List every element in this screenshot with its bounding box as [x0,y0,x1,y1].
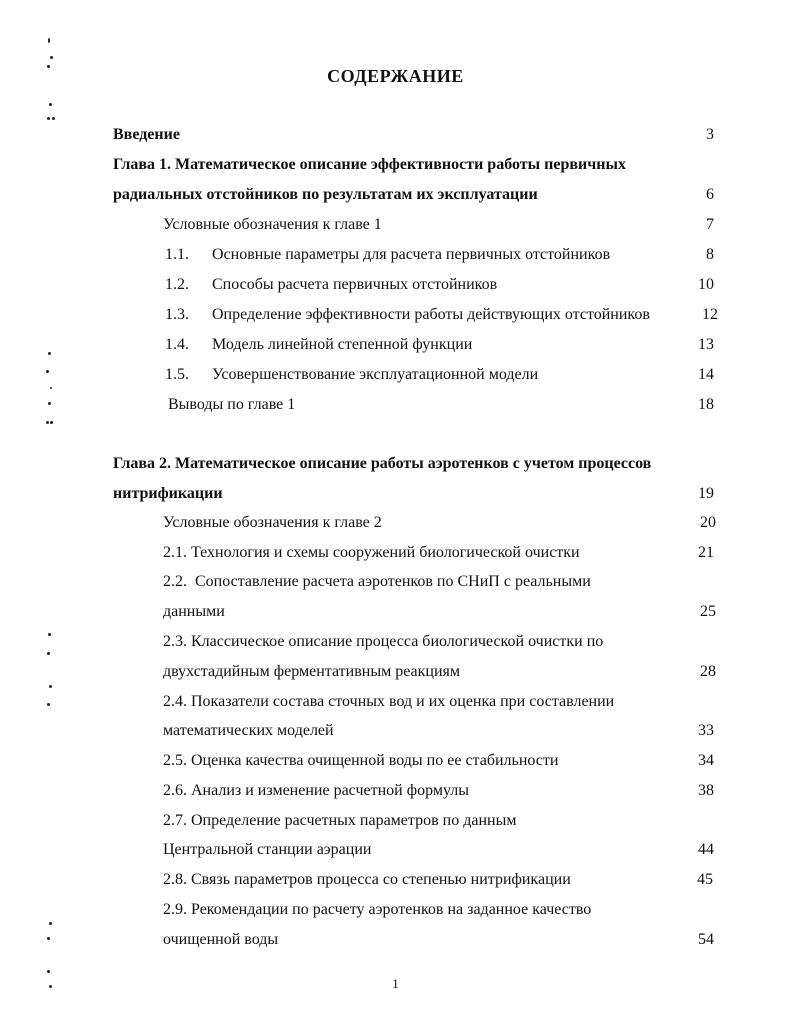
section-number: 1.2. [165,276,189,293]
toc-page-2-9: 54 [698,931,714,948]
toc-entry-notation-1: Условные обозначения к главе 1 [163,216,382,233]
toc-entry-2-9-line-2: очищенной воды [163,931,279,948]
toc-page-intro: 3 [706,126,714,143]
toc-page-2-5: 34 [698,752,714,769]
page-title: СОДЕРЖАНИЕ [327,66,464,86]
toc-page-2-2: 25 [700,603,716,620]
toc-page-notation-2: 20 [700,514,716,531]
toc-page-1-2: 10 [698,276,714,293]
section-number: 1.5. [165,366,189,383]
page-number: 1 [392,976,399,991]
toc-page-2-3: 28 [700,663,716,680]
toc-chapter-1-line-2: радиальных отстойников по результатам их эксплуатации [113,186,538,203]
toc-entry-2-3-line-2: двухстадийным ферментативным реакциям [163,663,460,680]
section-number: 1.1. [165,246,189,263]
section-title: Усовершенствование эксплуатационной модели [212,366,539,383]
toc-page-2-8: 45 [697,871,713,888]
section-number: 1.4. [165,336,189,353]
toc-entry-2-5: 2.5. Оценка качества очищенной воды по ее стабильности [163,752,559,769]
toc-page-1-1: 8 [706,246,714,263]
toc-page-1-3: 12 [702,306,718,323]
toc-entry-2-6: 2.6. Анализ и изменение расчетной формулы [163,782,469,799]
toc-entry-conclusions-1: Выводы по главе 1 [168,396,296,413]
toc-entry-2-8: 2.8. Связь параметров процесса со степенью нитрификации [163,871,571,888]
toc-page-chapter-2: 19 [698,485,714,502]
toc-entry-1-2 [165,276,497,294]
toc-entry-2-3-line-1: 2.3. Классическое описание процесса биологической очистки по [163,633,604,650]
toc-page-conclusions-1: 18 [698,396,714,413]
toc-entry-notation-2: Условные обозначения к главе 2 [163,514,382,531]
toc-page-2-1: 21 [698,544,714,561]
toc-chapter-2-line-2: нитрификации [113,485,223,502]
toc-page-notation-1: 7 [706,216,714,233]
toc-page-2-7: 44 [698,841,714,858]
toc-entry-2-7-line-1: 2.7. Определение расчетных параметров по данным [163,812,517,829]
toc-page-1-5: 14 [698,366,714,383]
toc-entry-1-1 [165,246,610,264]
toc-page-1-4: 13 [698,336,714,353]
section-number: 1.3. [165,306,189,323]
toc-entry-1-4 [165,336,472,354]
toc-entry-2-1: 2.1. Технология и схемы сооружений биологической очистки [163,544,580,561]
toc-page-2-4: 33 [698,722,714,739]
toc-entry-1-5 [165,366,538,384]
section-title: Основные параметры для расчета первичных отстойников [212,246,611,263]
toc-entry-2-9-line-1: 2.9. Рекомендации по расчету аэротенков на заданное качество [163,901,592,918]
section-title: Модель линейной степенной функции [212,336,473,353]
toc-chapter-2-line-1: Глава 2. Математическое описание работы аэротенков с учетом процессов [113,455,652,472]
toc-entry-2-4-line-1: 2.4. Показатели состава сточных вод и их оценка при составлении [163,693,615,710]
toc-page-2-6: 38 [698,782,714,799]
toc-page-chapter-1: 6 [706,186,714,203]
toc-entry-2-2-line-1: 2.2. Сопоставление расчета аэротенков по СНиП с реальными [163,573,591,590]
toc-entry-2-2-line-2: данными [163,603,225,620]
section-title: Определение эффективности работы действующих отстойников [212,306,650,323]
toc-entry-2-7-line-2: Центральной станции аэрации [163,841,372,858]
toc-chapter-1-line-1: Глава 1. Математическое описание эффективности работы первичных [113,156,626,173]
toc-entry-intro: Введение [113,126,180,143]
toc-entry-2-4-line-2: математических моделей [163,722,334,739]
toc-entry-1-3 [165,306,650,324]
section-title: Способы расчета первичных отстойников [212,276,498,293]
